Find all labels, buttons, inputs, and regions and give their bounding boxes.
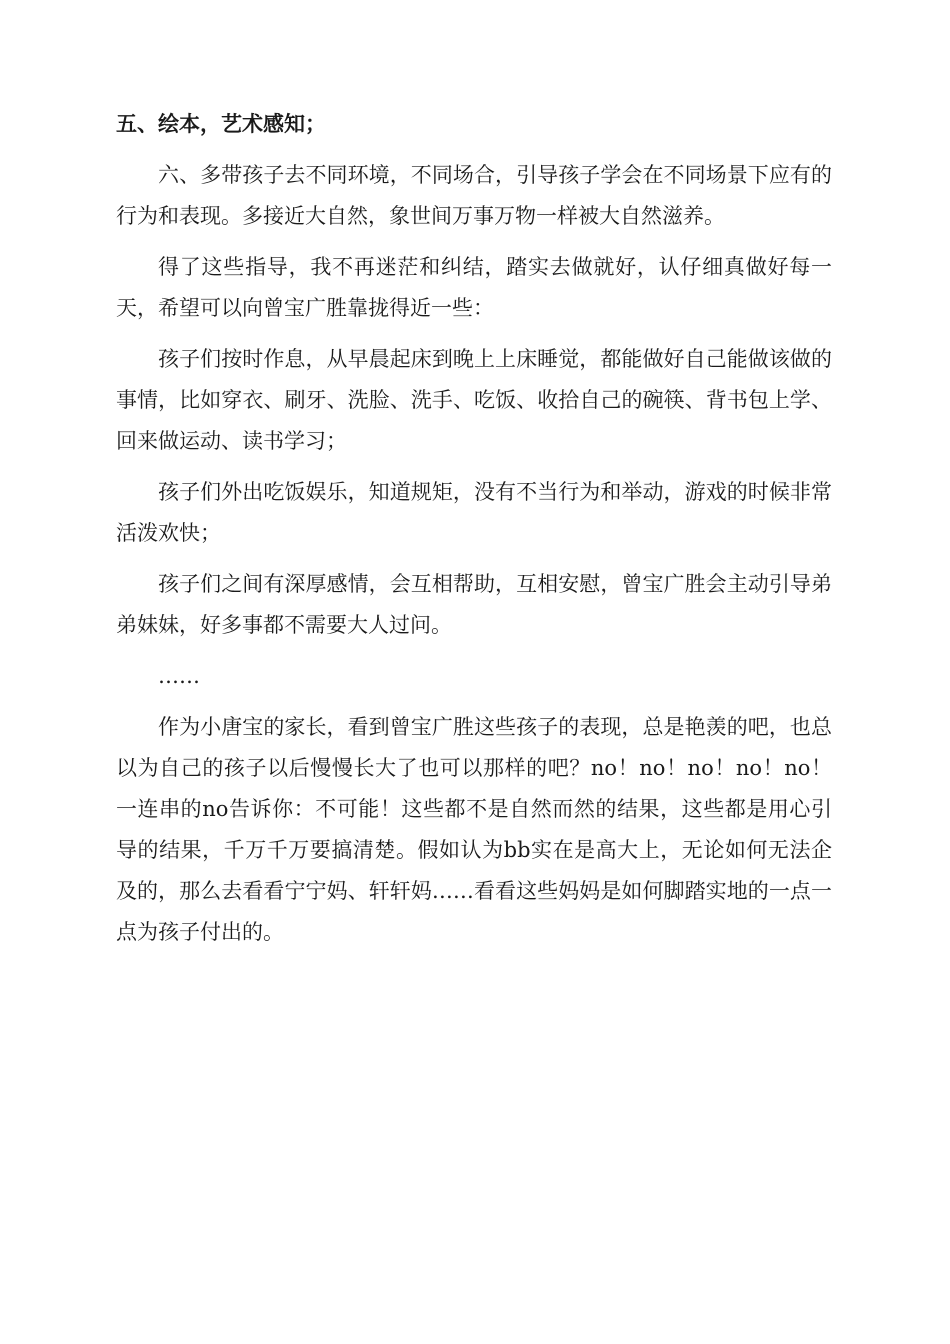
paragraph-outing: 孩子们外出吃饭娱乐，知道规矩，没有不当行为和举动，游戏的时候非常活泼欢快； [116, 480, 832, 545]
paragraph-six: 六、多带孩子去不同环境，不同场合，引导孩子学会在不同场景下应有的行为和表现。多接近大自然，象世间万事万物一样被大自然滋养。 [116, 163, 832, 228]
paragraph-guidance: 得了这些指导，我不再迷茫和纠结，踏实去做就好，认仔细真做好每一天，希望可以向曾宝广胜靠拢得近一些： [116, 255, 832, 320]
paragraph-closing: 作为小唐宝的家长，看到曾宝广胜这些孩子的表现，总是艳羡的吧，也总以为自己的孩子以后慢慢长大了也可以那样的吧？no！no！no！no！no！一连串的no告诉你：不可能！这些都不是自然而然的结果，这些都是用心引导的结果，千万千万要搞清楚。假如认为bb实在是高大上，无论如何无法企及的，那么去看看宁宁妈、轩轩妈……看看这些妈妈是如何脚踏实地的一点一点为孩子付出的。 [116, 715, 832, 944]
section-heading: 五、绘本，艺术感知； [116, 112, 326, 136]
paragraph-routine: 孩子们按时作息，从早晨起床到晚上上床睡觉，都能做好自己能做该做的事情，比如穿衣、刷牙、洗脸、洗手、吃饭、收拾自己的碗筷、背书包上学、回来做运动、读书学习； [116, 347, 832, 453]
ellipsis-line: …… [158, 664, 200, 688]
document-body [116, 104, 832, 963]
paragraph-siblings: 孩子们之间有深厚感情，会互相帮助，互相安慰，曾宝广胜会主动引导弟弟妹妹，好多事都不需要大人过问。 [116, 572, 832, 637]
